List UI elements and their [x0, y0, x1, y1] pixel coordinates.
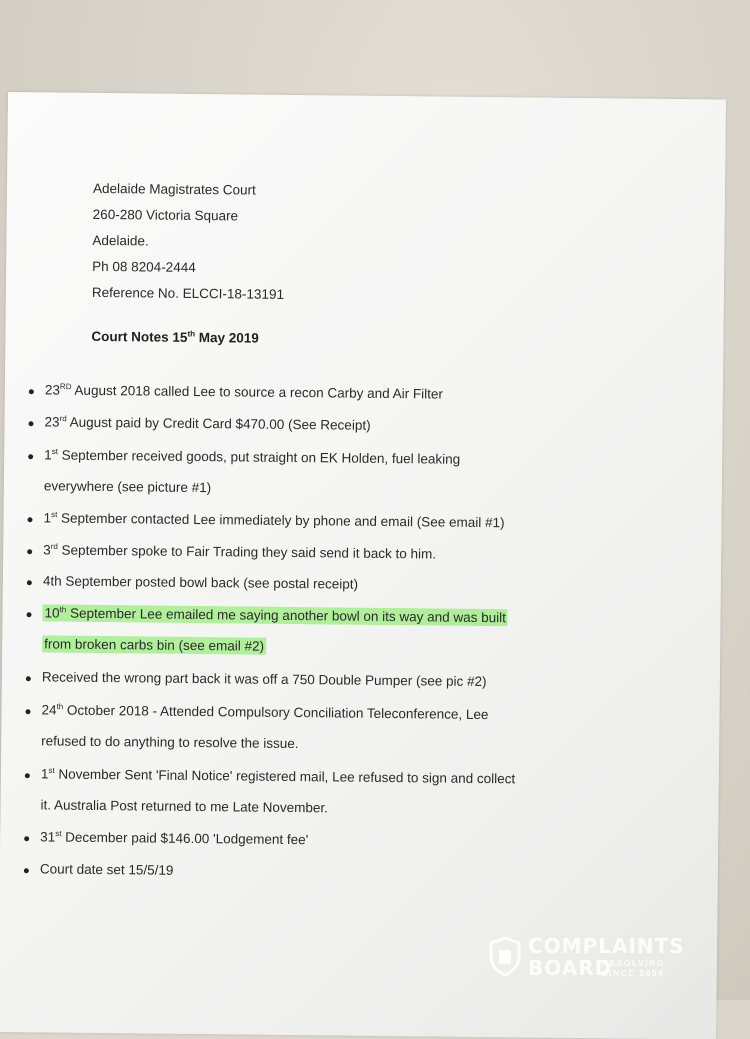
- note-line: [43, 542, 436, 561]
- notes-heading: [91, 329, 259, 346]
- note-day: 1: [43, 510, 52, 526]
- note-ordinal: th: [56, 702, 64, 712]
- note-ordinal: st: [51, 509, 58, 520]
- note-text: August paid by Credit Card $470.00 (See Receipt): [66, 414, 371, 433]
- note-line: [40, 829, 308, 847]
- court-phone: Ph 08 8204-2444: [92, 258, 196, 275]
- complaints-board-watermark: [488, 934, 708, 982]
- note-line: [44, 447, 460, 466]
- note-day: 31: [40, 829, 56, 845]
- note-text: Received the wrong part back it was off a 750 Double Pumper (see pic #2): [41, 669, 487, 690]
- note-ordinal: st: [51, 446, 59, 457]
- note-text: everywhere (see picture #1): [43, 478, 212, 496]
- note-line: [42, 636, 266, 653]
- note-text: 4th September posted bowl back (see postal receipt): [42, 573, 359, 592]
- note-ordinal: st: [55, 829, 62, 839]
- paper-sheet: [0, 92, 726, 1039]
- note-line: [42, 669, 487, 689]
- note-line: [41, 702, 488, 722]
- court-name: Adelaide Magistrates Court: [92, 180, 256, 198]
- note-line: [45, 382, 443, 401]
- note-line: [43, 510, 504, 530]
- note-line: [41, 733, 299, 751]
- note-line: [43, 573, 358, 591]
- court-street: 260-280 Victoria Square: [92, 206, 239, 224]
- court-city: Adelaide.: [92, 232, 149, 249]
- note-text: September spoke to Fair Trading they said send it back to him.: [57, 542, 437, 562]
- watermark-line2: BOARD: [528, 956, 613, 980]
- bullet-point: [27, 549, 32, 554]
- bullet-point: [24, 868, 29, 873]
- note-day: 24: [41, 702, 57, 718]
- note-day: 1: [40, 766, 49, 782]
- note-text: December paid $146.00 'Lodgement fee': [61, 829, 309, 848]
- heading-date: May 2019: [194, 329, 259, 346]
- bullet-point: [28, 454, 33, 459]
- note-text: September contacted Lee immediately by phone and email (See email #1): [57, 510, 505, 531]
- bullet-point: [29, 421, 34, 426]
- note-text: November Sent 'Final Notice' registered mail, Lee refused to sign and collect: [54, 766, 516, 787]
- reference-number: Reference No. ELCCI-18-13191: [91, 284, 285, 302]
- watermark-line1: COMPLAINTS: [528, 934, 685, 958]
- bullet-point: [29, 389, 34, 394]
- note-line: [40, 797, 328, 815]
- note-day: 10: [44, 605, 60, 621]
- note-text: refused to do anything to resolve the issue.: [41, 733, 299, 752]
- note-line: [41, 766, 516, 786]
- bullet-point: [24, 836, 29, 841]
- note-line: [42, 605, 508, 625]
- note-text: it. Australia Post returned to me Late November.: [40, 797, 329, 816]
- note-text: from broken carbs bin (see email #2): [44, 636, 265, 654]
- heading-text: Court Notes 15: [91, 328, 188, 345]
- note-text: September received goods, put straight on EK Holden, fuel leaking: [57, 447, 461, 467]
- note-day: 23: [44, 382, 60, 398]
- bullet-point: [27, 612, 32, 617]
- note-ordinal: th: [59, 605, 67, 615]
- note-line: [44, 478, 211, 495]
- note-line: [40, 861, 174, 877]
- bullet-point: [25, 709, 30, 714]
- note-text: Court date set 15/5/19: [39, 861, 174, 878]
- bullet-point: [25, 773, 30, 778]
- bullet-point: [27, 517, 32, 522]
- note-day: 1: [44, 447, 52, 463]
- note-line: [44, 414, 370, 432]
- note-ordinal: RD: [59, 382, 72, 392]
- note-day: 3: [43, 542, 51, 558]
- bullet-point: [26, 676, 31, 681]
- shield-logo-icon: [488, 936, 522, 976]
- note-text: September Lee emailed me saying another bowl on its way and was built: [66, 605, 507, 626]
- watermark-tag1: RESOLVING: [602, 958, 665, 968]
- heading-superscript: th: [187, 329, 196, 339]
- note-text: October 2018 - Attended Compulsory Conciliation Teleconference, Lee: [63, 702, 489, 723]
- note-ordinal: st: [48, 765, 55, 776]
- watermark-tag2: SINCE 2004: [602, 968, 665, 978]
- note-ordinal: rd: [50, 541, 58, 552]
- bullet-point: [27, 580, 32, 585]
- note-ordinal: rd: [59, 414, 67, 424]
- note-day: 23: [44, 414, 60, 430]
- note-text: August 2018 called Lee to source a recon Carby and Air Filter: [71, 382, 444, 402]
